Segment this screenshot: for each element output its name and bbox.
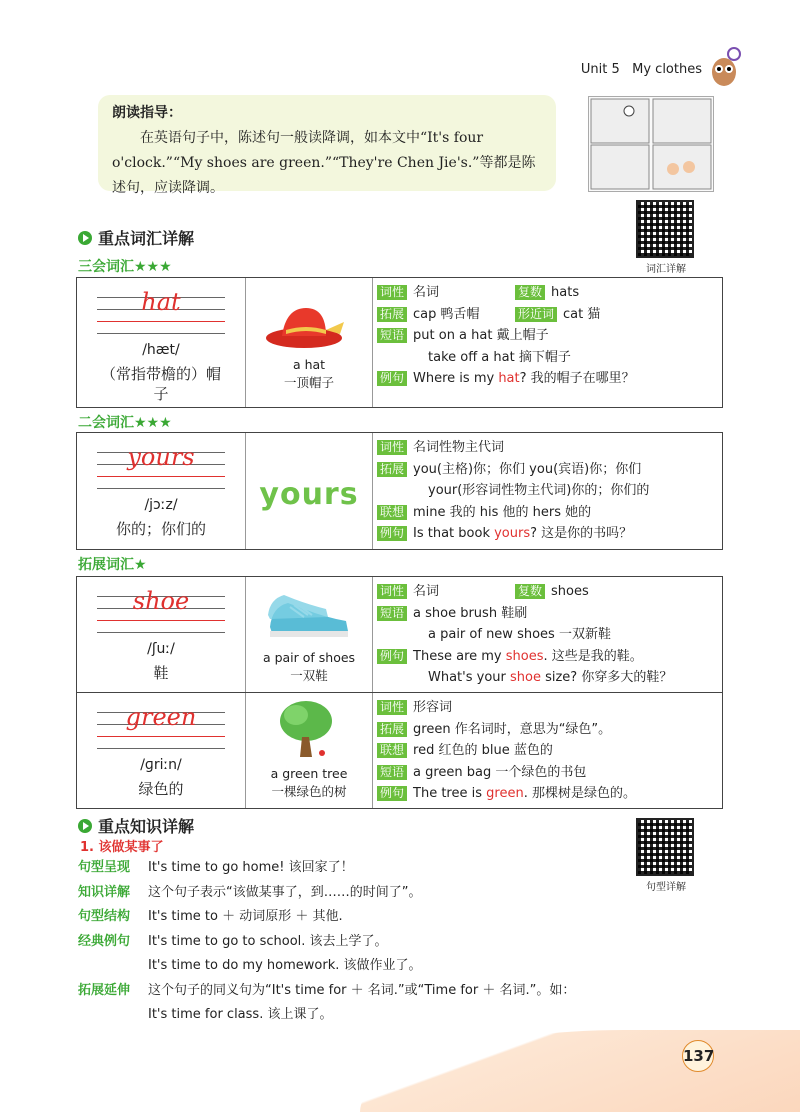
phonetic: /hæt/ xyxy=(142,342,180,358)
meaning: 你的；你们的 xyxy=(115,520,206,538)
handwritten-word: yours xyxy=(127,443,195,471)
image-caption-en: a hat xyxy=(292,357,326,372)
image-caption-en: a pair of shoes xyxy=(262,650,356,665)
tag: 联想 xyxy=(377,505,407,520)
tag: 形近词 xyxy=(515,307,557,322)
meaning: （常指带檐的）帽子 xyxy=(100,365,221,403)
info-cell: 词性 名词 复数 hats 拓展 cap 鸭舌帽 形近词 cat 猫 短语 put on a hat 戴上帽子 take off a hat 摘下帽子 例句 Where is my hat? 我的帽子在哪里？ xyxy=(373,278,722,407)
tag: 词性 xyxy=(377,440,407,455)
unit-number: Unit 5 xyxy=(580,62,620,77)
tag: 例句 xyxy=(377,649,407,664)
tag: 词性 xyxy=(377,584,407,599)
phonetic: /ʃuː/ xyxy=(147,641,175,657)
tag: 联想 xyxy=(377,743,407,758)
knowledge-subheading: 1. 该做某事了 xyxy=(80,840,164,855)
unit-title: My clothes xyxy=(632,62,702,77)
tag: 例句 xyxy=(377,371,407,386)
qr-code-icon xyxy=(636,200,694,258)
hat-image xyxy=(264,300,354,352)
tag: 复数 xyxy=(515,285,545,300)
image-caption-zh: 一顶帽子 xyxy=(283,375,334,390)
tag: 短语 xyxy=(377,765,407,780)
image-cell xyxy=(246,693,373,808)
yours-word-art: yours xyxy=(259,477,359,512)
meaning: 鞋 xyxy=(153,664,169,682)
info-cell: 词性 名词性物主代词 拓展 you(主格)你；你们 you(宾语)你；你们 your(形容词性物主代词)你的；你们的 联想 mine 我的 his 他的 hers 她的 例句 Is that book yours? 这是你的书吗？ xyxy=(373,433,722,549)
image-cell xyxy=(246,278,373,407)
shoe-image xyxy=(264,587,354,649)
image-cell xyxy=(246,577,373,692)
word-cell xyxy=(77,278,246,407)
word-cell xyxy=(77,693,246,808)
page-number: 137 xyxy=(682,1040,714,1072)
unit-header xyxy=(581,62,702,77)
tree-image xyxy=(272,697,342,761)
meaning: 绿色的 xyxy=(138,780,184,798)
play-icon xyxy=(78,231,92,245)
tag: 短语 xyxy=(377,328,407,343)
image-caption-zh: 一双鞋 xyxy=(290,668,328,683)
level-three: 三会词汇★★★ xyxy=(78,259,172,275)
vocab-table-shoe xyxy=(76,576,723,693)
knowledge-label: 知识详解 xyxy=(78,884,131,900)
level-ext: 拓展词汇★ xyxy=(78,557,147,573)
vocab-section-heading: 重点词汇详解 xyxy=(78,226,194,249)
comic-illustration xyxy=(588,96,714,192)
decorative-wave xyxy=(360,1030,800,1112)
reading-tip-text: 在英语句子中，陈述句一般读降调，如本文中“It's four o'clock.”“My shoes are green.”“They're Chen Jie's.”等都是陈述句，应读降调。 xyxy=(112,130,536,196)
handwritten-word: hat xyxy=(141,288,181,316)
handwritten-word: green xyxy=(125,703,197,731)
tag: 例句 xyxy=(377,786,407,801)
phonetic: /ɡriːn/ xyxy=(140,757,182,773)
tag: 拓展 xyxy=(377,722,407,737)
qr-caption: 句型详解 xyxy=(646,882,686,893)
tag: 复数 xyxy=(515,584,545,599)
reading-tip-box xyxy=(98,95,556,196)
qr-code-vocab[interactable] xyxy=(636,200,696,275)
reading-tip-title: 朗读指导： xyxy=(112,105,182,121)
level-two: 二会词汇★★★ xyxy=(78,415,172,431)
play-icon xyxy=(78,819,92,833)
knowledge-label: 拓展延伸 xyxy=(78,982,131,998)
image-caption-zh: 一棵绿色的树 xyxy=(271,784,347,799)
tag: 词性 xyxy=(377,285,407,300)
knowledge-label: 经典例句 xyxy=(78,933,131,949)
tag: 拓展 xyxy=(377,307,407,322)
vocab-table-green xyxy=(76,693,723,809)
tag: 短语 xyxy=(377,606,407,621)
image-cell xyxy=(246,433,373,549)
word-cell xyxy=(77,577,246,692)
tag: 例句 xyxy=(377,526,407,541)
knowledge-label: 句型结构 xyxy=(78,909,131,924)
qr-caption: 词汇详解 xyxy=(646,264,686,275)
knowledge-lines: 句型呈现 It's time to go home! 该回家了！ 知识详解 这个句子表示“该做某事了，到……的时间了”。 句型结构 It's time to ＋ 动词原形 ＋ 其他. 经典例句 It's time to go to school. 该去上学了。 It's time to do my homework. 该做作业了。 拓展延伸 这个句子的同义句为“It's time for ＋ 名词.”或“Time for ＋ 名词.”。如： It's time for class. 该上课了。 xyxy=(78,856,698,1028)
info-cell: 词性 形容词 拓展 green 作名词时，意思为“绿色”。 联想 red 红色的 blue 蓝色的 短语 a green bag 一个绿色的书包 例句 The tree is green. 那棵树是绿色的。 xyxy=(373,693,722,808)
knowledge-label: 句型呈现 xyxy=(78,860,131,875)
vocab-table-hat xyxy=(76,277,723,408)
tag: 词性 xyxy=(377,700,407,715)
word-cell xyxy=(77,433,246,549)
mascot-icon xyxy=(704,44,744,92)
handwritten-word: shoe xyxy=(132,587,190,615)
knowledge-section-heading: 重点知识详解 xyxy=(78,814,194,837)
phonetic: /jɔːz/ xyxy=(144,497,178,513)
info-cell: 词性 名词 复数 shoes 短语 a shoe brush 鞋刷 a pair of new shoes 一双新鞋 例句 These are my shoes. 这些是我的鞋。 What's your shoe size? 你穿多大的鞋？ xyxy=(373,577,722,692)
vocab-table-yours xyxy=(76,432,723,550)
image-caption-en: a green tree xyxy=(270,766,348,781)
tag: 拓展 xyxy=(377,462,407,477)
